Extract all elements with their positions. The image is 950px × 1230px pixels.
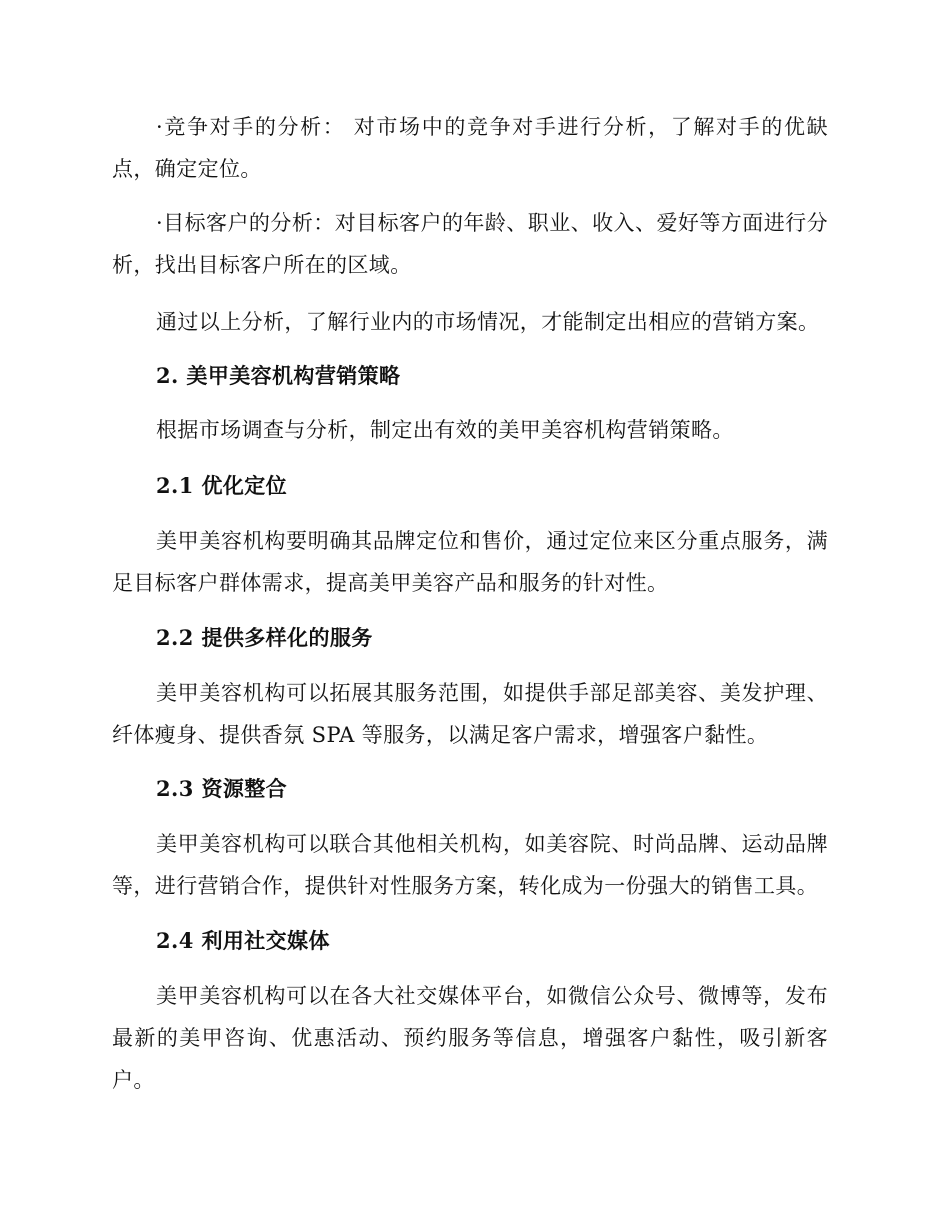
paragraph-optimize-positioning: 美甲美容机构要明确其品牌定位和售价，通过定位来区分重点服务，满足目标客户群体需求，提高美甲美容产品和服务的针对性。 bbox=[112, 529, 828, 595]
paragraph-competitor-analysis: ·竞争对手的分析： 对市场中的竞争对手进行分析，了解对手的优缺点，确定定位。 bbox=[112, 115, 828, 181]
heading-social-media: 2.4 利用社交媒体 bbox=[156, 928, 330, 953]
paragraph-strategy-intro: 根据市场调查与分析，制定出有效的美甲美容机构营销策略。 bbox=[156, 418, 734, 442]
paragraph-diversified-services: 美甲美容机构可以拓展其服务范围，如提供手部足部美容、美发护理、纤体瘦身、提供香氛 SPA 等服务，以满足客户需求，增强客户黏性。 bbox=[112, 681, 828, 747]
paragraph-analysis-conclusion: 通过以上分析，了解行业内的市场情况，才能制定出相应的营销方案。 bbox=[156, 310, 820, 334]
heading-marketing-strategy: 2. 美甲美容机构营销策略 bbox=[156, 363, 401, 388]
paragraph-resource-integration: 美甲美容机构可以联合其他相关机构，如美容院、时尚品牌、运动品牌等，进行营销合作，提供针对性服务方案，转化成为一份强大的销售工具。 bbox=[112, 832, 828, 898]
heading-resource-integration: 2.3 资源整合 bbox=[156, 776, 288, 801]
paragraph-target-customer-analysis: ·目标客户的分析：对目标客户的年龄、职业、收入、爱好等方面进行分析，找出目标客户所在的区域。 bbox=[112, 211, 828, 277]
heading-diversified-services: 2.2 提供多样化的服务 bbox=[156, 625, 373, 650]
paragraph-social-media: 美甲美容机构可以在各大社交媒体平台，如微信公众号、微博等，发布最新的美甲咨询、优惠活动、预约服务等信息，增强客户黏性，吸引新客户。 bbox=[112, 984, 828, 1092]
heading-optimize-positioning: 2.1 优化定位 bbox=[156, 473, 288, 498]
